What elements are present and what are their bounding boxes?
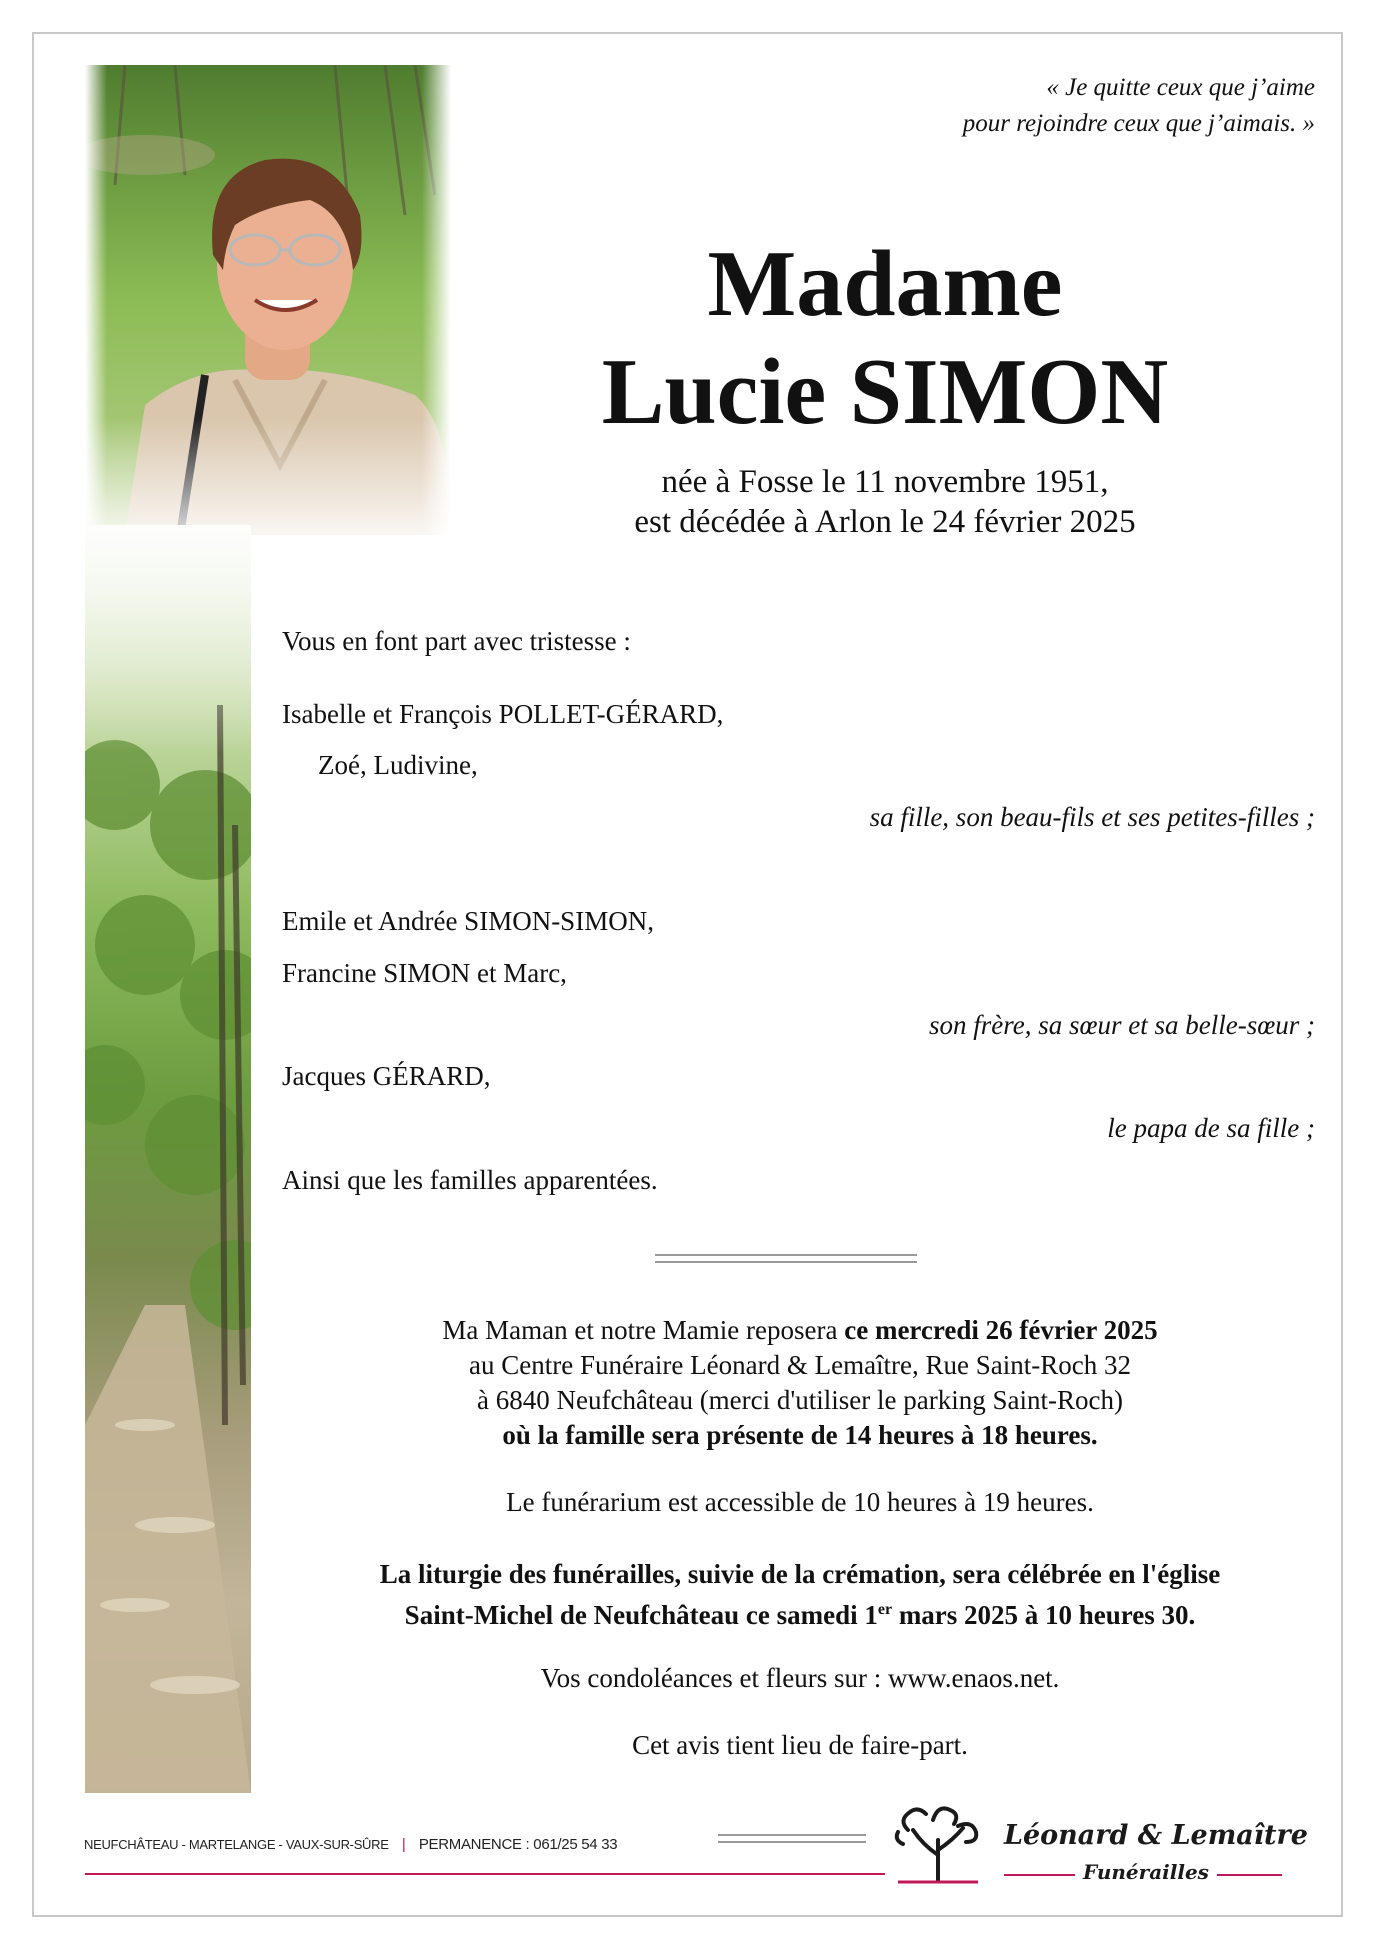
portrait-photo	[85, 65, 451, 535]
footer-divider	[718, 1834, 866, 1843]
family-2-line-1: Emile et Andrée SIMON-SIMON,	[282, 906, 654, 936]
announcement-closing: Ainsi que les familles apparentées.	[282, 1165, 658, 1195]
family-presence: où la famille sera présente de 14 heures à 18 heures.	[502, 1420, 1098, 1450]
footer-separator: |	[401, 1836, 406, 1853]
notice-line: Cet avis tient lieu de faire-part.	[632, 1730, 968, 1760]
quote-line-2: pour rejoindre ceux que j’aimais. »	[962, 110, 1315, 137]
rest-info	[290, 1313, 1310, 1453]
family-1-relation: sa fille, son beau-fils et ses petites-filles ;	[869, 802, 1315, 832]
rest-line-1	[290, 1313, 1310, 1348]
honorific-title: Madame	[707, 232, 1063, 336]
footer-info	[84, 1836, 617, 1853]
family-3-relation: le papa de sa fille ;	[1107, 1113, 1315, 1143]
family-1-line-1: Isabelle et François POLLET-GÉRARD,	[282, 699, 724, 729]
funerarium-hours: Le funérarium est accessible de 10 heures à 19 heures.	[506, 1487, 1094, 1517]
epitaph-quote	[715, 70, 1315, 142]
condolences-line: Vos condoléances et fleurs sur : www.enaos.net.	[540, 1663, 1060, 1693]
forest-path-image	[85, 525, 251, 1793]
footer-locations: NEUFCHÂTEAU - MARTELANGE - VAUX-SUR-SÛRE	[84, 1837, 389, 1852]
life-dates	[560, 462, 1210, 542]
liturgy-info	[290, 1557, 1310, 1633]
deceased-name: Lucie SIMON	[601, 340, 1169, 444]
liturgy-line-1: La liturgie des funérailles, suivie de la crémation, sera célébrée en l'église	[379, 1559, 1221, 1589]
birth-line: née à Fosse le 11 novembre 1951,	[661, 464, 1109, 500]
rest-date: ce mercredi 26 février 2025	[844, 1315, 1158, 1345]
family-1-line-2: Zoé, Ludivine,	[318, 750, 478, 780]
tree-logo-icon	[888, 1800, 988, 1889]
quote-line-1: « Je quitte ceux que j’aime	[1046, 74, 1315, 101]
family-2-relation: son frère, sa sœur et sa belle-sœur ;	[929, 1010, 1315, 1040]
footer-permanence: PERMANENCE : 061/25 54 33	[418, 1836, 618, 1853]
brand-name: Léonard & Lemaître	[1004, 1820, 1308, 1851]
brand-subtitle: Funérailles	[1075, 1860, 1217, 1884]
announcement-intro: Vous en font part avec tristesse :	[282, 626, 631, 656]
rest-prefix: Ma Maman et notre Mamie reposera	[442, 1315, 845, 1345]
section-divider	[655, 1254, 917, 1263]
family-3-line-1: Jacques GÉRARD,	[282, 1061, 491, 1091]
footer-accent-rule	[85, 1873, 885, 1875]
rest-city: à 6840 Neufchâteau (merci d'utiliser le parking Saint-Roch)	[477, 1385, 1123, 1415]
liturgy-line-2: Saint-Michel de Neufchâteau ce samedi 1er mars 2025 à 10 heures 30.	[404, 1600, 1196, 1630]
rest-place: au Centre Funéraire Léonard & Lemaître, Rue Saint-Roch 32	[468, 1350, 1132, 1380]
death-line: est décédée à Arlon le 24 février 2025	[634, 504, 1136, 540]
family-2-line-2: Francine SIMON et Marc,	[282, 958, 567, 988]
